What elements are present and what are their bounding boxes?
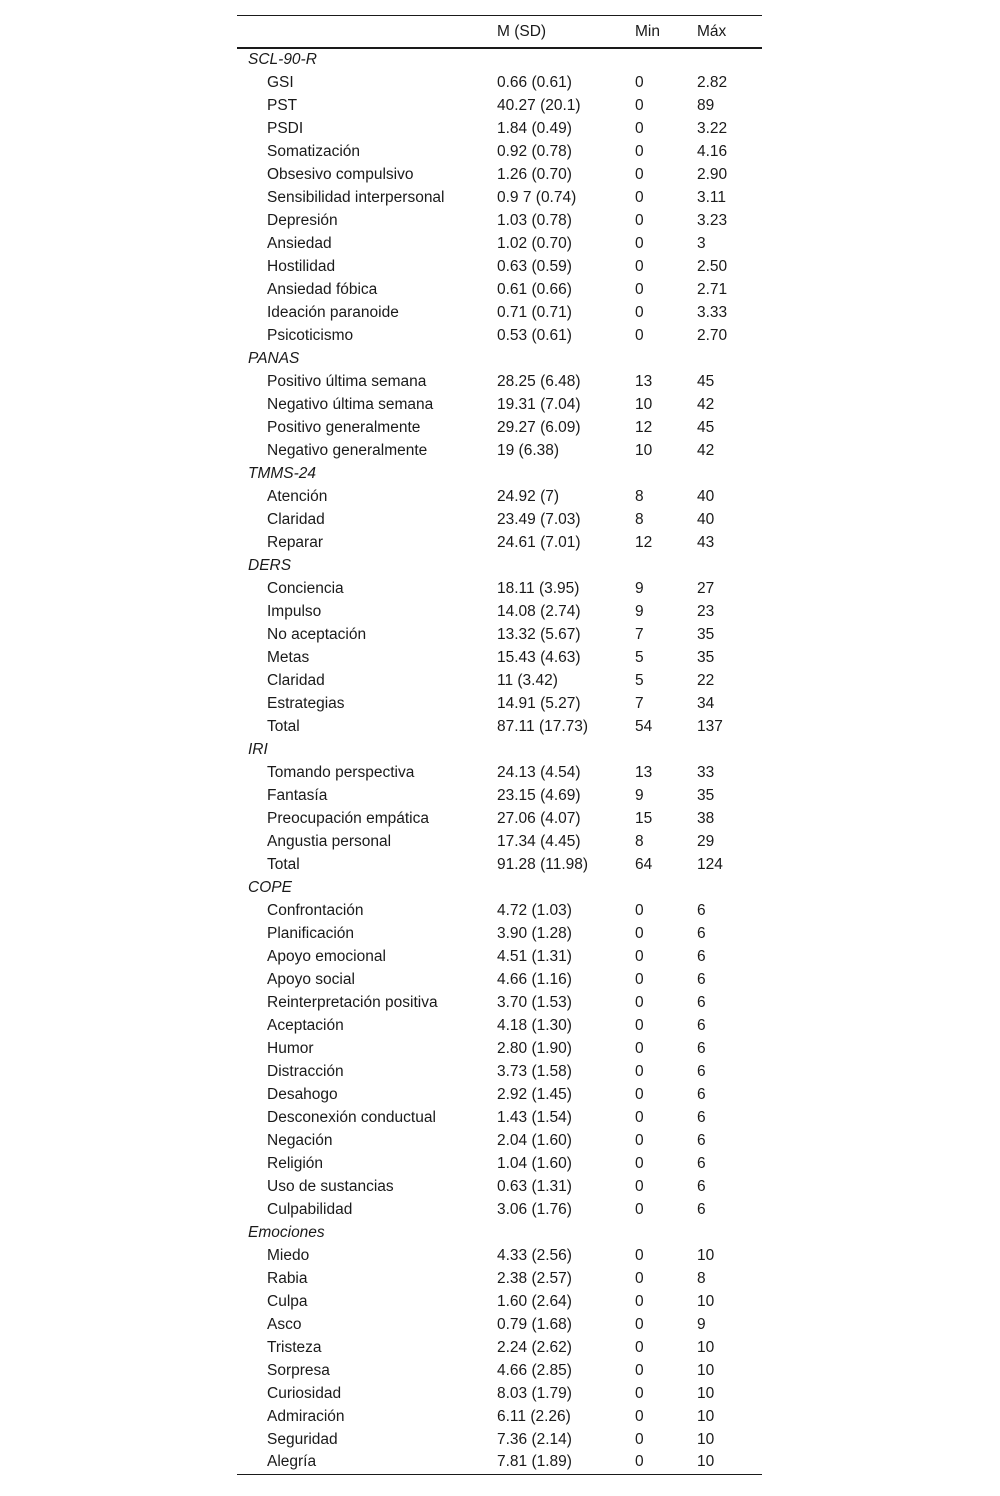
row-max: 29	[697, 832, 715, 850]
row-mean-sd: 0.79 (1.68)	[497, 1315, 572, 1333]
row-mean-sd: 18.11 (3.95)	[497, 579, 580, 597]
table-row	[237, 1175, 762, 1198]
table-row	[237, 807, 762, 830]
row-min: 8	[635, 832, 644, 850]
row-min: 0	[635, 1177, 644, 1195]
row-min: 0	[635, 1315, 644, 1333]
row-max: 38	[697, 809, 715, 827]
row-mean-sd: 2.04 (1.60)	[497, 1131, 572, 1149]
row-max: 2.71	[697, 280, 728, 298]
row-label: Ansiedad fóbica	[267, 280, 378, 298]
table-row	[237, 669, 762, 692]
row-mean-sd: 4.72 (1.03)	[497, 901, 572, 919]
row-min: 13	[635, 763, 653, 781]
row-label: Estrategias	[267, 694, 345, 712]
row-min: 9	[635, 786, 644, 804]
row-max: 4.16	[697, 142, 728, 160]
row-mean-sd: 0.66 (0.61)	[497, 73, 572, 91]
table-row	[237, 416, 762, 439]
row-mean-sd: 1.02 (0.70)	[497, 234, 572, 252]
row-mean-sd: 28.25 (6.48)	[497, 372, 581, 390]
table-row	[237, 1014, 762, 1037]
row-mean-sd: 3.73 (1.58)	[497, 1062, 572, 1080]
row-mean-sd: 15.43 (4.63)	[497, 648, 581, 666]
row-max: 6	[697, 901, 706, 919]
row-min: 0	[635, 303, 644, 321]
row-min: 0	[635, 1430, 644, 1448]
row-label: Depresión	[267, 211, 338, 229]
row-min: 7	[635, 694, 644, 712]
row-mean-sd: 0.9 7 (0.74)	[497, 188, 577, 206]
row-label: Sorpresa	[267, 1361, 330, 1379]
section-title: COPE	[248, 878, 292, 896]
row-label: Positivo generalmente	[267, 418, 421, 436]
row-label: Reinterpretación positiva	[267, 993, 438, 1011]
row-mean-sd: 1.43 (1.54)	[497, 1108, 572, 1126]
descriptive-stats-table	[237, 15, 762, 1475]
section-title: Emociones	[248, 1223, 325, 1241]
table-row	[237, 1106, 762, 1129]
row-min: 12	[635, 533, 653, 551]
row-mean-sd: 40.27 (20.1)	[497, 96, 581, 114]
row-mean-sd: 24.92 (7)	[497, 487, 560, 505]
row-max: 137	[697, 717, 723, 735]
row-min: 0	[635, 96, 644, 114]
row-mean-sd: 6.11 (2.26)	[497, 1407, 571, 1425]
row-label: Reparar	[267, 533, 323, 551]
table-row	[237, 968, 762, 991]
row-label: Negativo última semana	[267, 395, 434, 413]
row-mean-sd: 0.53 (0.61)	[497, 326, 572, 344]
row-min: 0	[635, 165, 644, 183]
row-min: 0	[635, 326, 644, 344]
row-min: 8	[635, 487, 644, 505]
row-min: 0	[635, 947, 644, 965]
row-label: Tomando perspectiva	[267, 763, 415, 781]
row-label: Culpabilidad	[267, 1200, 353, 1218]
row-mean-sd: 0.92 (0.78)	[497, 142, 572, 160]
row-label: Obsesivo compulsivo	[267, 165, 414, 183]
row-max: 35	[697, 648, 715, 666]
header-row	[237, 16, 762, 49]
row-min: 0	[635, 993, 644, 1011]
table-row	[237, 1083, 762, 1106]
row-max: 6	[697, 1177, 706, 1195]
table-row	[237, 324, 762, 347]
row-max: 6	[697, 1039, 706, 1057]
row-min: 7	[635, 625, 644, 643]
table-row	[237, 853, 762, 876]
row-mean-sd: 19 (6.38)	[497, 441, 560, 459]
table-row	[237, 209, 762, 232]
row-max: 10	[697, 1407, 715, 1425]
row-min: 8	[635, 510, 644, 528]
row-min: 0	[635, 257, 644, 275]
header-max: Máx	[697, 22, 727, 40]
table-row	[237, 1428, 762, 1451]
section-title: IRI	[248, 740, 268, 758]
row-mean-sd: 3.90 (1.28)	[497, 924, 572, 942]
row-mean-sd: 7.81 (1.89)	[497, 1453, 572, 1471]
row-mean-sd: 1.03 (0.78)	[497, 211, 572, 229]
row-max: 10	[697, 1292, 715, 1310]
row-mean-sd: 14.08 (2.74)	[497, 602, 581, 620]
table-row	[237, 600, 762, 623]
row-max: 35	[697, 786, 715, 804]
row-min: 0	[635, 1062, 644, 1080]
row-label: Impulso	[267, 602, 322, 620]
row-label: Apoyo social	[267, 970, 355, 988]
row-max: 2.70	[697, 326, 728, 344]
row-label: Sensibilidad interpersonal	[267, 188, 445, 206]
row-min: 0	[635, 1361, 644, 1379]
row-label: Conciencia	[267, 579, 344, 597]
table-row	[237, 1129, 762, 1152]
table-row	[237, 531, 762, 554]
table-row	[237, 830, 762, 853]
row-min: 64	[635, 855, 653, 873]
row-max: 3.22	[697, 119, 728, 137]
row-max: 3.33	[697, 303, 728, 321]
row-min: 0	[635, 280, 644, 298]
table-row	[237, 278, 762, 301]
row-mean-sd: 4.51 (1.31)	[497, 947, 572, 965]
row-mean-sd: 2.24 (2.62)	[497, 1338, 572, 1356]
row-max: 10	[697, 1430, 715, 1448]
table-row	[237, 1198, 762, 1221]
row-max: 45	[697, 372, 715, 390]
row-label: Seguridad	[267, 1430, 338, 1448]
row-max: 3	[697, 234, 706, 252]
row-min: 0	[635, 234, 644, 252]
table-row	[237, 439, 762, 462]
row-mean-sd: 4.18 (1.30)	[497, 1016, 572, 1034]
table-row	[237, 186, 762, 209]
row-max: 6	[697, 1200, 706, 1218]
row-label: Fantasía	[267, 786, 328, 804]
table-row	[237, 232, 762, 255]
section-row	[237, 1221, 762, 1244]
row-max: 6	[697, 1131, 706, 1149]
row-mean-sd: 3.70 (1.53)	[497, 993, 572, 1011]
row-label: Tristeza	[267, 1338, 322, 1356]
table-row	[237, 508, 762, 531]
row-max: 2.90	[697, 165, 728, 183]
row-mean-sd: 87.11 (17.73)	[497, 717, 589, 735]
table-row	[237, 1267, 762, 1290]
table-row	[237, 301, 762, 324]
table-row	[237, 577, 762, 600]
table-row	[237, 1244, 762, 1267]
table-row	[237, 393, 762, 416]
section-title: PANAS	[248, 349, 300, 367]
row-max: 3.23	[697, 211, 728, 229]
row-min: 0	[635, 1085, 644, 1103]
table-row	[237, 1037, 762, 1060]
row-max: 8	[697, 1269, 706, 1287]
section-row	[237, 554, 762, 577]
row-max: 10	[697, 1361, 715, 1379]
row-max: 27	[697, 579, 715, 597]
row-mean-sd: 1.84 (0.49)	[497, 119, 572, 137]
section-row	[237, 738, 762, 761]
table-row	[237, 1313, 762, 1336]
row-label: No aceptación	[267, 625, 367, 643]
row-max: 6	[697, 1016, 706, 1034]
row-label: Claridad	[267, 510, 325, 528]
row-label: Total	[267, 855, 300, 873]
row-label: Psicoticismo	[267, 326, 354, 344]
row-min: 9	[635, 602, 644, 620]
row-mean-sd: 0.63 (1.31)	[497, 1177, 572, 1195]
row-max: 45	[697, 418, 715, 436]
row-max: 6	[697, 947, 706, 965]
table-body	[237, 48, 762, 1474]
row-label: Ideación paranoide	[267, 303, 399, 321]
row-max: 6	[697, 993, 706, 1011]
row-label: Rabia	[267, 1269, 308, 1287]
section-title: SCL-90-R	[248, 51, 317, 68]
row-label: Curiosidad	[267, 1384, 342, 1402]
header-min: Min	[635, 22, 660, 40]
row-label: Asco	[267, 1315, 302, 1333]
row-min: 0	[635, 119, 644, 137]
row-mean-sd: 4.66 (1.16)	[497, 970, 572, 988]
row-min: 0	[635, 1453, 644, 1471]
table-row	[237, 117, 762, 140]
row-label: Positivo última semana	[267, 372, 427, 390]
table-row	[237, 945, 762, 968]
row-mean-sd: 17.34 (4.45)	[497, 832, 581, 850]
row-mean-sd: 19.31 (7.04)	[497, 395, 581, 413]
row-label: Atención	[267, 487, 328, 505]
table-row	[237, 761, 762, 784]
row-min: 0	[635, 188, 644, 206]
row-label: Angustia personal	[267, 832, 392, 850]
row-mean-sd: 1.26 (0.70)	[497, 165, 572, 183]
row-max: 10	[697, 1338, 715, 1356]
table-row	[237, 1451, 762, 1474]
table-row	[237, 784, 762, 807]
row-mean-sd: 24.61 (7.01)	[497, 533, 581, 551]
table-row	[237, 485, 762, 508]
row-min: 0	[635, 1154, 644, 1172]
row-label: Desahogo	[267, 1085, 338, 1103]
row-max: 9	[697, 1315, 706, 1333]
row-mean-sd: 24.13 (4.54)	[497, 763, 581, 781]
section-row	[237, 876, 762, 899]
row-label: Uso de sustancias	[267, 1177, 394, 1195]
row-mean-sd: 0.71 (0.71)	[497, 303, 572, 321]
row-label: Admiración	[267, 1407, 345, 1425]
row-label: PSDI	[267, 119, 304, 137]
row-min: 13	[635, 372, 653, 390]
row-mean-sd: 4.33 (2.56)	[497, 1246, 572, 1264]
row-label: Claridad	[267, 671, 325, 689]
row-max: 23	[697, 602, 715, 620]
row-label: Apoyo emocional	[267, 947, 386, 965]
row-min: 0	[635, 1131, 644, 1149]
row-mean-sd: 3.06 (1.76)	[497, 1200, 572, 1218]
row-mean-sd: 2.92 (1.45)	[497, 1085, 572, 1103]
table-row	[237, 922, 762, 945]
row-label: Distracción	[267, 1062, 344, 1080]
row-max: 43	[697, 533, 715, 551]
row-mean-sd: 23.15 (4.69)	[497, 786, 581, 804]
row-mean-sd: 0.61 (0.66)	[497, 280, 572, 298]
table-header	[237, 16, 762, 49]
row-max: 22	[697, 671, 715, 689]
row-min: 0	[635, 1108, 644, 1126]
row-min: 0	[635, 1384, 644, 1402]
section-title: DERS	[248, 556, 292, 574]
row-min: 10	[635, 441, 653, 459]
table-row	[237, 692, 762, 715]
row-mean-sd: 23.49 (7.03)	[497, 510, 581, 528]
row-mean-sd: 14.91 (5.27)	[497, 694, 581, 712]
table-row	[237, 1382, 762, 1405]
row-label: Somatización	[267, 142, 361, 160]
row-min: 0	[635, 1292, 644, 1310]
row-max: 6	[697, 1108, 706, 1126]
row-max: 6	[697, 1085, 706, 1103]
row-max: 2.50	[697, 257, 728, 275]
row-mean-sd: 8.03 (1.79)	[497, 1384, 572, 1402]
table-row	[237, 255, 762, 278]
row-mean-sd: 29.27 (6.09)	[497, 418, 581, 436]
row-label: Hostilidad	[267, 257, 336, 275]
row-label: Alegría	[267, 1453, 317, 1471]
descriptive-stats-table-container	[237, 15, 762, 1475]
row-label: Negación	[267, 1131, 333, 1149]
header-label	[237, 16, 497, 49]
table-row	[237, 623, 762, 646]
row-min: 0	[635, 1246, 644, 1264]
row-min: 0	[635, 1200, 644, 1218]
row-min: 5	[635, 648, 644, 666]
row-label: Ansiedad	[267, 234, 332, 252]
section-row	[237, 347, 762, 370]
row-max: 6	[697, 1154, 706, 1172]
table-row	[237, 1359, 762, 1382]
row-mean-sd: 27.06 (4.07)	[497, 809, 581, 827]
row-min: 0	[635, 1016, 644, 1034]
table-row	[237, 1060, 762, 1083]
row-max: 40	[697, 510, 715, 528]
row-label: Culpa	[267, 1292, 308, 1310]
row-min: 0	[635, 1407, 644, 1425]
row-max: 42	[697, 441, 715, 459]
row-label: GSI	[267, 73, 294, 91]
row-label: PST	[267, 96, 298, 114]
row-label: Desconexión conductual	[267, 1108, 436, 1126]
row-max: 124	[697, 855, 723, 873]
row-max: 6	[697, 970, 706, 988]
table-row	[237, 899, 762, 922]
row-max: 34	[697, 694, 715, 712]
row-min: 0	[635, 924, 644, 942]
row-label: Planificación	[267, 924, 355, 942]
row-min: 15	[635, 809, 653, 827]
row-mean-sd: 11 (3.42)	[497, 671, 558, 689]
section-row	[237, 48, 762, 71]
table-row	[237, 140, 762, 163]
table-row	[237, 991, 762, 1014]
table-row	[237, 163, 762, 186]
row-max: 2.82	[697, 73, 728, 91]
table-row	[237, 646, 762, 669]
row-min: 0	[635, 1338, 644, 1356]
row-min: 0	[635, 1269, 644, 1287]
row-max: 10	[697, 1246, 715, 1264]
row-min: 0	[635, 1039, 644, 1057]
row-max: 10	[697, 1384, 715, 1402]
section-title: TMMS-24	[248, 464, 317, 482]
table-row	[237, 370, 762, 393]
row-label: Negativo generalmente	[267, 441, 428, 459]
table-row	[237, 94, 762, 117]
row-max: 42	[697, 395, 715, 413]
table-row	[237, 1290, 762, 1313]
row-min: 0	[635, 142, 644, 160]
row-label: Metas	[267, 648, 310, 666]
row-mean-sd: 2.80 (1.90)	[497, 1039, 572, 1057]
table-row	[237, 715, 762, 738]
table-row	[237, 1336, 762, 1359]
row-min: 0	[635, 73, 644, 91]
row-mean-sd: 4.66 (2.85)	[497, 1361, 572, 1379]
row-mean-sd: 91.28 (11.98)	[497, 855, 589, 873]
row-label: Total	[267, 717, 300, 735]
row-min: 5	[635, 671, 644, 689]
row-max: 40	[697, 487, 715, 505]
row-max: 33	[697, 763, 715, 781]
row-min: 0	[635, 970, 644, 988]
row-label: Miedo	[267, 1246, 310, 1264]
row-mean-sd: 1.04 (1.60)	[497, 1154, 572, 1172]
row-label: Aceptación	[267, 1016, 344, 1034]
row-mean-sd: 13.32 (5.67)	[497, 625, 581, 643]
row-min: 54	[635, 717, 653, 735]
row-label: Preocupación empática	[267, 809, 429, 827]
row-min: 10	[635, 395, 653, 413]
table-row	[237, 1405, 762, 1428]
row-min: 0	[635, 901, 644, 919]
row-mean-sd: 7.36 (2.14)	[497, 1430, 572, 1448]
row-max: 6	[697, 924, 706, 942]
row-mean-sd: 2.38 (2.57)	[497, 1269, 572, 1287]
row-mean-sd: 0.63 (0.59)	[497, 257, 572, 275]
row-min: 12	[635, 418, 653, 436]
row-min: 0	[635, 211, 644, 229]
row-mean-sd: 1.60 (2.64)	[497, 1292, 572, 1310]
header-mean-sd: M (SD)	[497, 22, 547, 40]
row-label: Religión	[267, 1154, 324, 1172]
section-row	[237, 462, 762, 485]
row-max: 3.11	[697, 188, 727, 206]
row-label: Humor	[267, 1039, 314, 1057]
row-min: 9	[635, 579, 644, 597]
table-row	[237, 1152, 762, 1175]
row-label: Confrontación	[267, 901, 364, 919]
table-row	[237, 71, 762, 94]
row-max: 89	[697, 96, 715, 114]
row-max: 10	[697, 1453, 715, 1471]
row-max: 6	[697, 1062, 706, 1080]
row-max: 35	[697, 625, 715, 643]
